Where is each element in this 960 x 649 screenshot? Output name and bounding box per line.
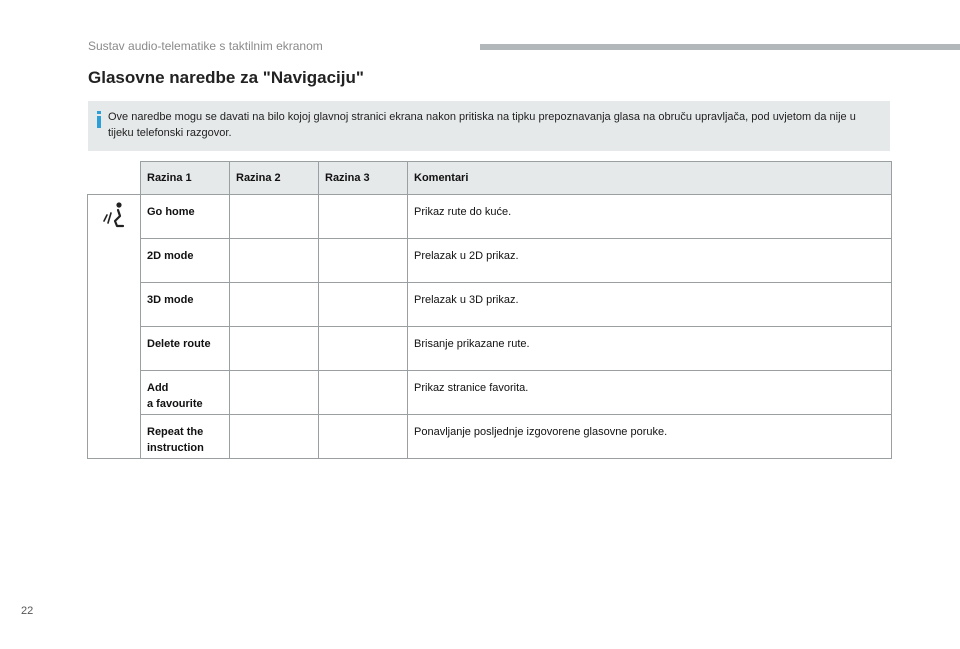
row-level2 (230, 239, 319, 283)
table-header-blank (88, 162, 141, 195)
row-comment: Prikaz rute do kuće. (408, 195, 892, 239)
row-level1: Add a favourite (141, 371, 230, 415)
info-box (88, 101, 890, 151)
row-level1: 2D mode (141, 239, 230, 283)
row-level3 (319, 327, 408, 371)
table-header-level1: Razina 1 (141, 162, 230, 195)
row-level1: Delete route (141, 327, 230, 371)
row-level1: Go home (141, 195, 230, 239)
row-level1: 3D mode (141, 283, 230, 327)
row-level3 (319, 283, 408, 327)
table-row (88, 415, 892, 459)
row-level2 (230, 327, 319, 371)
table-row (88, 195, 892, 239)
row-level1: Repeat the instruction (141, 415, 230, 459)
table-header-level2: Razina 2 (230, 162, 319, 195)
row-level3 (319, 195, 408, 239)
page-number: 22 (21, 605, 34, 617)
row-level2 (230, 195, 319, 239)
row-comment: Ponavljanje posljednje izgovorene glasovne poruke. (408, 415, 892, 459)
row-comment: Prelazak u 3D prikaz. (408, 283, 892, 327)
table-header-level3: Razina 3 (319, 162, 408, 195)
table-header-comment: Komentari (408, 162, 892, 195)
voice-command-icon (102, 201, 130, 229)
row-comment: Brisanje prikazane rute. (408, 327, 892, 371)
voice-command-table (87, 161, 892, 459)
row-level3 (319, 371, 408, 415)
running-header: Sustav audio-telematike s taktilnim ekranom (88, 39, 323, 53)
table-row (88, 371, 892, 415)
row-comment: Prelazak u 2D prikaz. (408, 239, 892, 283)
table-row (88, 283, 892, 327)
row-level2 (230, 283, 319, 327)
voice-icon-cell (88, 195, 141, 459)
row-level3 (319, 239, 408, 283)
info-text: Ove naredbe mogu se davati na bilo kojoj glavnoj stranici ekrana nakon pritiska na tipku prepoznavanja glasa na obruču upravljača, pod uvjetom da nije u tijeku telefonski razgovor. (108, 111, 856, 139)
page-title: Glasovne naredbe za "Navigaciju" (88, 68, 364, 87)
row-level2 (230, 371, 319, 415)
table-row (88, 239, 892, 283)
info-icon (97, 111, 101, 128)
table-row (88, 327, 892, 371)
row-level2 (230, 415, 319, 459)
header-rule (480, 44, 960, 50)
row-comment: Prikaz stranice favorita. (408, 371, 892, 415)
table-header-row (88, 162, 892, 195)
row-level3 (319, 415, 408, 459)
